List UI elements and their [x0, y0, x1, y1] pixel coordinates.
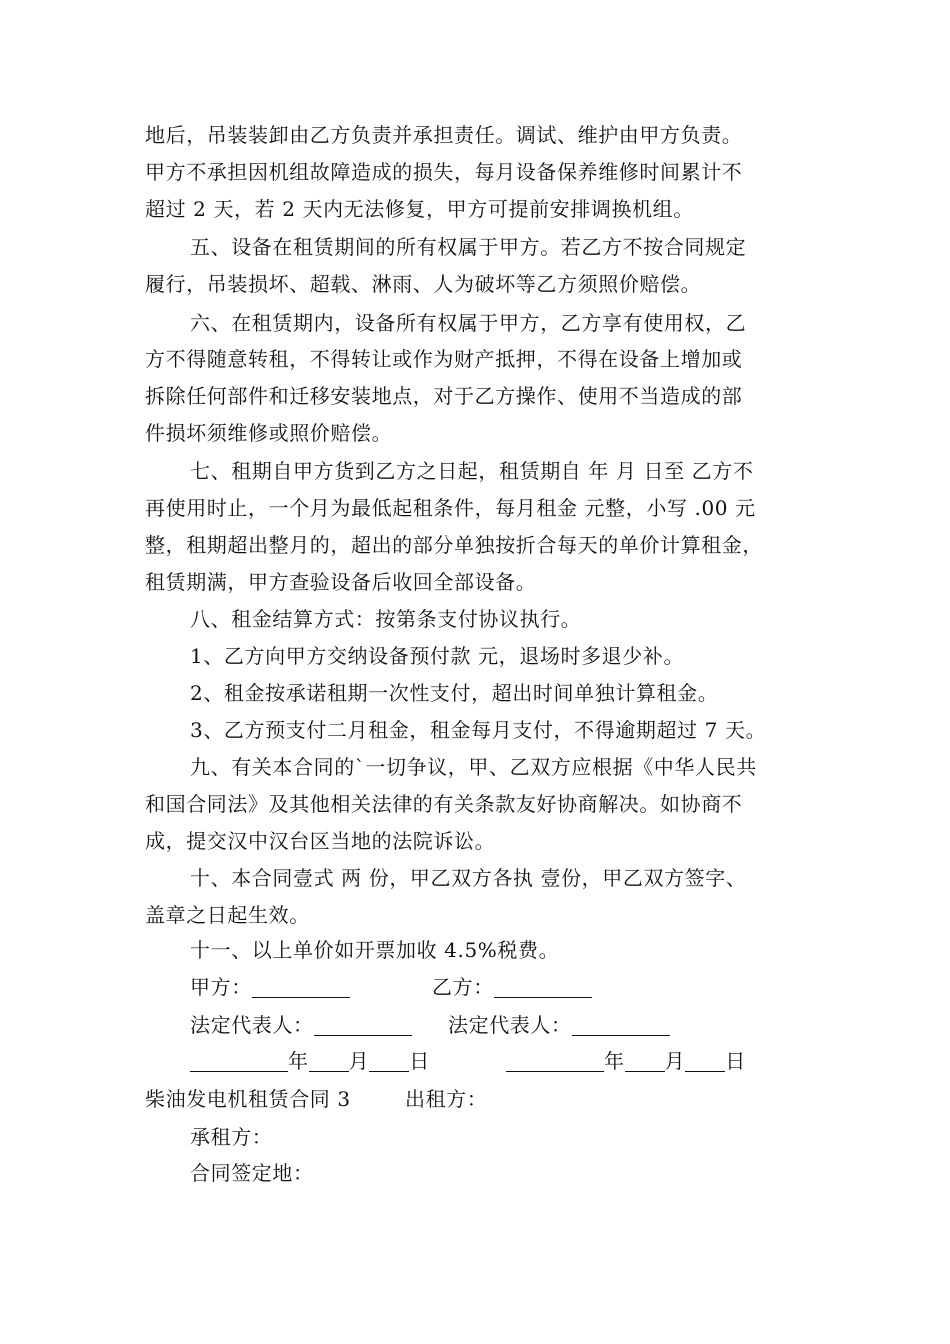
party-a-blank[interactable]	[252, 975, 350, 998]
rep-b-label: 法定代表人：	[448, 1013, 572, 1037]
text-line: 整，租期超出整月的，超出的部分单独按折合每天的单价计算租金，	[145, 533, 763, 557]
clause-8-item-1: 1、乙方向甲方交纳设备预付款 元，退场时多退少补。	[190, 644, 685, 668]
text-line: 和国合同法》及其他相关法律的有关条款友好协商解决。如协商不	[145, 792, 743, 816]
text-line: 成，提交汉中汉台区当地的法院诉讼。	[145, 829, 496, 853]
clause-6: 六、在租赁期内，设备所有权属于甲方，乙方享有使用权，乙	[190, 311, 747, 335]
clause-8-item-2: 2、租金按承诺租期一次性支付，超出时间单独计算租金。	[190, 681, 719, 705]
contract-3-title: 柴油发电机租赁合同 3	[145, 1087, 351, 1111]
clause-8-item-3: 3、乙方预支付二月租金，租金每月支付，不得逾期超过 7 天。	[190, 718, 767, 742]
date-b-month-blank[interactable]	[625, 1049, 665, 1072]
date-a-day-blank[interactable]	[369, 1049, 409, 1072]
party-a-label: 甲方：	[190, 975, 252, 999]
date-a	[190, 1046, 430, 1076]
rep-a-signature	[190, 1010, 412, 1040]
text-line: 件损坏须维修或照价赔偿。	[145, 421, 393, 445]
text-line: 地后，吊装装卸由乙方负责并承担责任。调试、维护由甲方负责。	[145, 123, 743, 147]
lessee-label: 承租方：	[190, 1125, 273, 1149]
date-a-year-blank[interactable]	[190, 1049, 288, 1072]
rep-b-blank[interactable]	[572, 1013, 670, 1036]
text-line: 方不得随意转租，不得转让或作为财产抵押，不得在设备上增加或	[145, 347, 743, 371]
date-b-day-blank[interactable]	[685, 1049, 725, 1072]
year-label: 年	[604, 1049, 625, 1073]
day-label: 日	[409, 1049, 430, 1073]
date-b	[506, 1046, 746, 1076]
party-b-label: 乙方：	[432, 975, 494, 999]
rep-b-signature	[448, 1010, 670, 1040]
text-line: 超过 2 天，若 2 天内无法修复，甲方可提前安排调换机组。	[145, 197, 694, 221]
year-label: 年	[288, 1049, 309, 1073]
clause-8: 八、租金结算方式：按第条支付协议执行。	[190, 607, 582, 631]
rep-a-blank[interactable]	[314, 1013, 412, 1036]
month-label: 月	[348, 1049, 370, 1073]
clause-9: 九、有关本合同的`一切争议，甲、乙双方应根据《中华人民共	[190, 755, 757, 779]
party-b-blank[interactable]	[494, 975, 592, 998]
text-line: 拆除任何部件和迁移安装地点，对于乙方操作、使用不当造成的部	[145, 384, 743, 408]
signing-place-label: 合同签定地：	[190, 1161, 314, 1185]
clause-11: 十一、以上单价如开票加收 4.5%税费。	[190, 938, 560, 962]
day-label: 日	[725, 1049, 746, 1073]
lessor-label: 出租方：	[405, 1087, 488, 1111]
text-line: 盖章之日起生效。	[145, 903, 310, 927]
party-b-signature	[432, 972, 592, 1002]
month-label: 月	[664, 1049, 686, 1073]
text-line: 租赁期满，甲方查验设备后收回全部设备。	[145, 570, 537, 594]
date-a-month-blank[interactable]	[309, 1049, 349, 1072]
text-line: 履行，吊装损坏、超载、淋雨、人为破坏等乙方须照价赔偿。	[145, 272, 702, 296]
party-a-signature	[190, 972, 350, 1002]
clause-10: 十、本合同壹式 两 份，甲乙双方各执 壹份，甲乙双方签字、	[190, 866, 747, 890]
rep-a-label: 法定代表人：	[190, 1013, 314, 1037]
text-line: 再使用时止，一个月为最低起租条件，每月租金 元整，小写 .00 元	[145, 496, 756, 520]
clause-7: 七、租期自甲方货到乙方之日起，租赁期自 年 月 日至 乙方不	[190, 459, 754, 483]
date-b-year-blank[interactable]	[506, 1049, 604, 1072]
text-line: 甲方不承担因机组故障造成的损失，每月设备保养维修时间累计不	[145, 160, 743, 184]
clause-5: 五、设备在租赁期间的所有权属于甲方。若乙方不按合同规定	[190, 235, 747, 259]
